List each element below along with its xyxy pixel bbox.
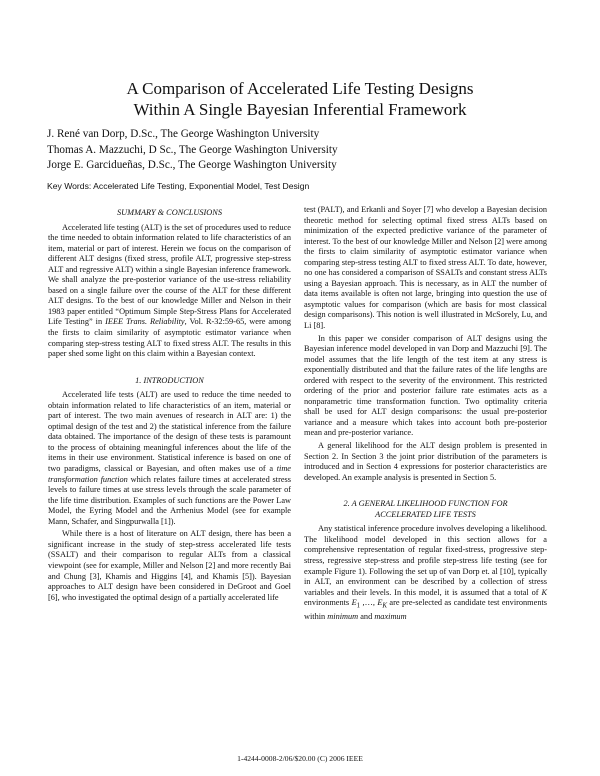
title-line-2: Within A Single Bayesian Inferential Framework — [133, 100, 467, 119]
title-line-1: A Comparison of Accelerated Life Testing Designs — [126, 79, 474, 98]
author-1: J. René van Dorp, D.Sc., The George Washington University — [47, 128, 320, 140]
summary-heading: SUMMARY & CONCLUSIONS — [117, 208, 222, 217]
math-dots: ,…, — [360, 598, 378, 608]
author-list — [47, 127, 567, 174]
p4-text-b: environments — [304, 598, 352, 608]
italic-maximum: maximum — [374, 612, 407, 622]
summary-paragraph — [48, 223, 291, 360]
p4-text-c: are pre-selected as candidate test environments within — [304, 598, 547, 622]
math-E1: E — [351, 598, 357, 608]
right-paragraph-3: A general likelihood for the ALT design problem is presented in Section 2. In Section 3 the joint prior distribution of the parameters is introduced and in Section 4 expressions for posterior characteristics are developed. An example analysis is presented in Section 5. — [304, 441, 547, 482]
math-EK: E — [377, 598, 383, 608]
section-2-heading — [304, 499, 547, 520]
section-2-heading-line-1: 2. A GENERAL LIKELIHOOD FUNCTION FOR — [343, 499, 508, 509]
section-2-heading-line-2: ACCELERATED LIFE TESTS — [375, 509, 476, 519]
summary-text-b: , Vol. R-32:59-65, were among the firsts to claim similarity of asymptotic estimator variance when comparing step-stress testing ALT to fixed stress ALT. The results in this paper shed some light on this claim within a Bayesian context. — [48, 317, 292, 359]
summary-text-a: Accelerated life testing (ALT) is the set of procedures used to reduce the time needed to obtain information related to life characteristics of an item, material or part of interest. Herein we focus on the comparison of different ALT designs (fixed stress, profile ALT, progressive step-stress ALT and regressive ALT) within a single Bayesian inference framework. We shall analyze the pre-posterior variance of the use-stress reliability based on a single failure over the course of the ALT for these different ALT designs. To the best of our knowledge Miller and Nelson in their 1983 paper entitled “Optimum Simple Step-Stress Plans for Accelerated Life Testing” in — [48, 222, 291, 327]
author-3: Jorge E. Garcidueñas, D.Sc., The George Washington University — [47, 159, 337, 171]
right-paragraph-4 — [304, 524, 547, 623]
introduction-heading: 1. INTRODUCTION — [135, 375, 204, 385]
author-2: Thomas A. Mazzuchi, D Sc., The George Washington University — [47, 143, 338, 156]
right-paragraph-2: In this paper we consider comparison of ALT designs using the Bayesian inference model developed in van Dorp and Mazzuchi [9]. The model assumes that the life length of the test item at any stress is exponentially distributed and that the failure rates of the life lengths are ordered with respect to the severity of the environment. This restricted ordering of the prior and posterior failure rate estimates acts as a nonparametric time transformation function. Two optimality criteria shall be used for ALT design comparisons: the usual pre-posterior variance and a measure which takes into account both pre-posterior mean and pre-posterior variance. — [304, 333, 547, 438]
p4-text-a: Any statistical inference procedure involves developing a likelihood. The likelihood model developed in this section allows for a comprehensive representation of regular fixed-stress, progressive step-stress, regressive step-stress and profile step-stress life testing (see for example Figure 1). Following the set up of van Dorp et. al [10], typically in ALT, an environment can be described by a collection of stress variables and their levels. In this model, it is assumed that a total of — [304, 524, 547, 597]
intro-paragraph-2: While there is a host of literature on ALT design, there has been a significant increase in the study of step-stress accelerated life tests (SSALT) and their comparison to regular ALTs from a classical viewpoint (see for example, Miller and Nelson [2] and more recently Bai and Chung [3], Khamis and Higgins [4], and Khamis [5]). Bayesian approaches to ALT design have been considered in DeGroot and Goel [6], who investigated the optimal design of a partially accelerated life — [48, 529, 291, 602]
math-sub-K: K — [382, 602, 388, 610]
p4-text-and: and — [358, 612, 375, 622]
right-paragraph-1: test (PALT), and Erkanli and Soyer [7] who develop a Bayesian decision theoretic method for selecting optimal fixed stress ALTs based on minimization of the expected predictive variance of the parameter of interest. To the best of our knowledge Miller and Nelson [2] were among the firsts to claim similarity of asymptotic estimator variance when comparing step-stress testing ALT to fixed stress ALT. To date, however, no one has considered a comparison of SSALTs and constant stress ALTs using a Bayesian approach. This is necessary, as in ALT the number of data items available is often not large, bringing into question the use of asymptotic values for comparison (which are basis for most classical design comparisons). This notion is well illustrated in McSorely, Lu, and Li [8]. — [304, 205, 547, 331]
italic-minimum: minimum — [327, 612, 359, 622]
intro-italic-term: time transformation function — [48, 464, 291, 484]
copyright-footer: 1-4244-0008-2/06/$20.00 (C) 2006 IEEE — [237, 754, 363, 763]
journal-name: IEEE Trans. Reliability — [105, 317, 185, 327]
intro-text-a: Accelerated life tests (ALT) are used to reduce the time needed to obtain information related to life characteristics of an item, material or part of interest. The two main avenues of research in ALT are: 1) the optimal design of the test and 2) the statistical inference from the failure data obtained. The importance of the design of these tests is paramount to the process of obtaining meaningful inferences about the life of the items in their use environment. Statistical inference is based on one of two paradigms, classical or Bayesian, and often makes use of a — [48, 390, 291, 474]
math-sub-1: 1 — [356, 602, 361, 610]
paper-title — [40, 78, 560, 120]
right-column — [304, 205, 547, 625]
math-K: K — [541, 587, 547, 597]
keywords-line: Key Words: Accelerated Life Testing, Exponential Model, Test Design — [47, 181, 310, 191]
intro-paragraph-1 — [48, 390, 291, 527]
left-column — [48, 205, 291, 605]
intro-text-b: which relates failure times at accelerated stress levels to failure times at use stress levels through the scale parameter of the life time distribution. Examples of such functions are the Power Law Model, the Eyring Model and the Arrhenius Model (see for example Mann, Schafer, and Singpurwalla [1]). — [48, 474, 291, 526]
